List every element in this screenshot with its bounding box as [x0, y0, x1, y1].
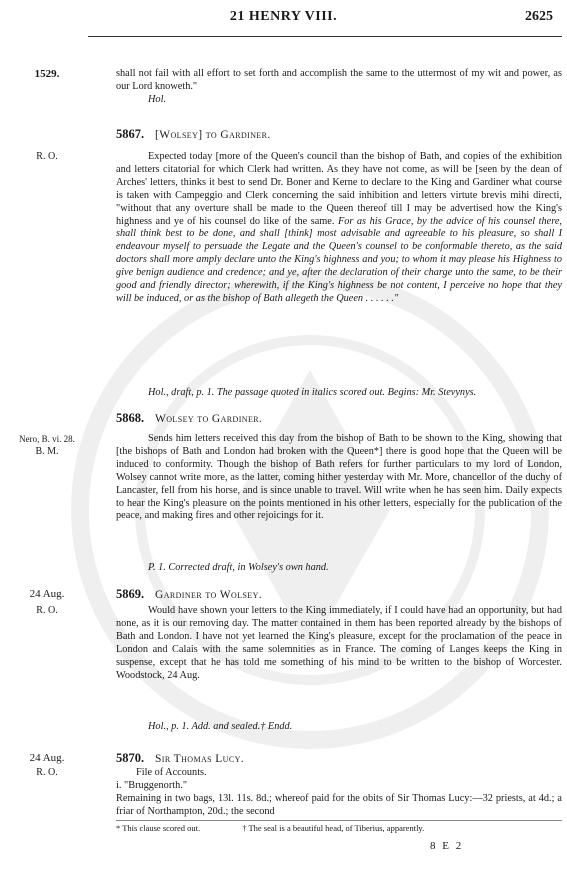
entry-5869-margin: R. O.: [36, 605, 58, 616]
entry-5870-date: 24 Aug.: [29, 752, 65, 764]
entry-5870-line3: Remaining in two bags, 13l. 11s. 8d.; whereof paid for the obits of Sir Thomas Lucy:—32 priests, at 4d.; a friar of Northampton, 20d.; the second: [116, 793, 562, 817]
entry-number: 5870.: [116, 751, 145, 765]
entry-5870-line1: File of Accounts.: [136, 767, 207, 778]
entry-5869-body: [116, 605, 562, 682]
entry-5867-margin: R. O.: [36, 151, 58, 162]
prev-entry-text: [116, 68, 562, 94]
entry-number: 5867.: [116, 127, 145, 141]
entry-5868-source: P. 1. Corrected draft, in Wolsey's own hand.: [148, 562, 329, 573]
entry-5867-source: [116, 377, 562, 411]
entry-5867-body-plain: Expected today [more of the Queen's council than the bishop of Bath, and copies of the exhibition and letters citatorial for which Clerk had written. As they have not come, as will be [seen by the dean of Arches' letters, thinks it best to send Dr. Boner and Kerne to declare to the King and Gardiner what course is taken with Campeggio and Clerk concerning the said inhibition and letters virtute brevis mihi directi, "without that any overture shall be made to the Queen thereof till I may be advertised how the King's highness and ye of his counsel do like of the same.: [116, 151, 562, 227]
footnote-dagger: † The seal is a beautiful head, of Tiberius, apparently.: [242, 823, 425, 833]
entry-5870-body: [116, 793, 562, 819]
footnote-star: * This clause scored out.: [116, 823, 201, 833]
footnote-rule: [116, 820, 562, 821]
entry-5867-heading: [116, 128, 562, 142]
entry-5870-margin: R. O.: [36, 767, 58, 778]
entry-title: [Wolsey] to Gardiner.: [155, 129, 271, 141]
running-title: 21 HENRY VIII.: [229, 9, 338, 24]
entry-5868-margin-archive: B. M.: [35, 446, 59, 457]
prev-entry-body: shall not fail with all effort to set forth and accomplish the same to the uttermost of my wit and power, as our Lord knoweth.": [116, 68, 562, 92]
entry-5868-margin-ref: Nero, B. vi. 28.: [19, 434, 75, 444]
entry-5869-body-text: Would have shown your letters to the King immediately, if I could have had an opportunity, but had none, as it is our removing day. The matter contained in them has been reported already by the bishops of Bath and London. I have not yet learned the King's pleasure, except for the proclamation of the peace in London and Calais with the same solemnities as in France. The coming of Langes keeps the King in suspense, except that he has told me something of his mind to be written to the bishop of Worcester. Woodstock, 24 Aug.: [116, 605, 562, 681]
entry-5869-heading: [116, 588, 562, 602]
entry-5867-body-italic: For as his Grace, by the advice of his counsel there, shall think best to be done, and shall [think] most advisable and agreeable to his pleasure, so shall I endeavour myself to persuade the Legate and the Queen's counsel to be conformable thereto, as the said doctors shall more amply declare unto the King's highness and you; to whom it may please his Highness to give benign audience and credence; and ye, after the declaration of their charge unto the same, to be their good and friendly director; wherewith, if the King's highness be not content, I perceive no hope that they will be induced, or as the bishop of Bath allegeth the Queen . . . . . .": [116, 215, 562, 304]
entry-title: Wolsey to Gardiner.: [155, 413, 263, 425]
entry-number: 5869.: [116, 587, 145, 601]
margin-year: 1529.: [34, 68, 60, 80]
entry-5869-date: 24 Aug.: [29, 588, 65, 600]
entry-5867-source-text: Hol., draft, p. 1. The passage quoted in italics scored out. Begins: Mr. Stevynys.: [148, 387, 477, 399]
entry-5868-heading: [116, 412, 562, 426]
entry-title: Gardiner to Wolsey.: [155, 589, 263, 601]
entry-5867-body: [116, 151, 562, 306]
signature-mark: 8 E 2: [430, 840, 464, 852]
entry-number: 5868.: [116, 411, 145, 425]
header-rule: [88, 36, 562, 37]
entry-5868-body-text: Sends him letters received this day from the bishop of Bath to be shown to the King, showing that [the bishops of Bath and London had broken with the Queen*] there is good hope that the Queen will be induced to conformity. Though the bishop of Bath refers for further particulars to my lord of London, Wolsey cannot write more, as the latter, coming hither yesterday with Mr. More, chancellor of the duchy of Lancaster, fell from his horse, and is since unable to travel. Will write when he has seen him. Daily expects to hear the King's pleasure on the points mentioned in his other letters, especially for the publication of the peace, and making fires and other rejoicings for it.: [116, 433, 562, 522]
entry-5870-heading: [116, 752, 562, 766]
entry-5869-source: Hol., p. 1. Add. and sealed.† Endd.: [148, 721, 293, 732]
entry-title: Sir Thomas Lucy.: [155, 753, 245, 765]
entry-5870-line2: i. "Bruggenorth.": [116, 780, 188, 791]
page-number: 2625: [525, 9, 553, 24]
prev-entry-source: Hol.: [148, 94, 167, 105]
page-header: [0, 8, 567, 32]
footnotes: [116, 822, 562, 835]
entry-5868-body: [116, 433, 562, 523]
